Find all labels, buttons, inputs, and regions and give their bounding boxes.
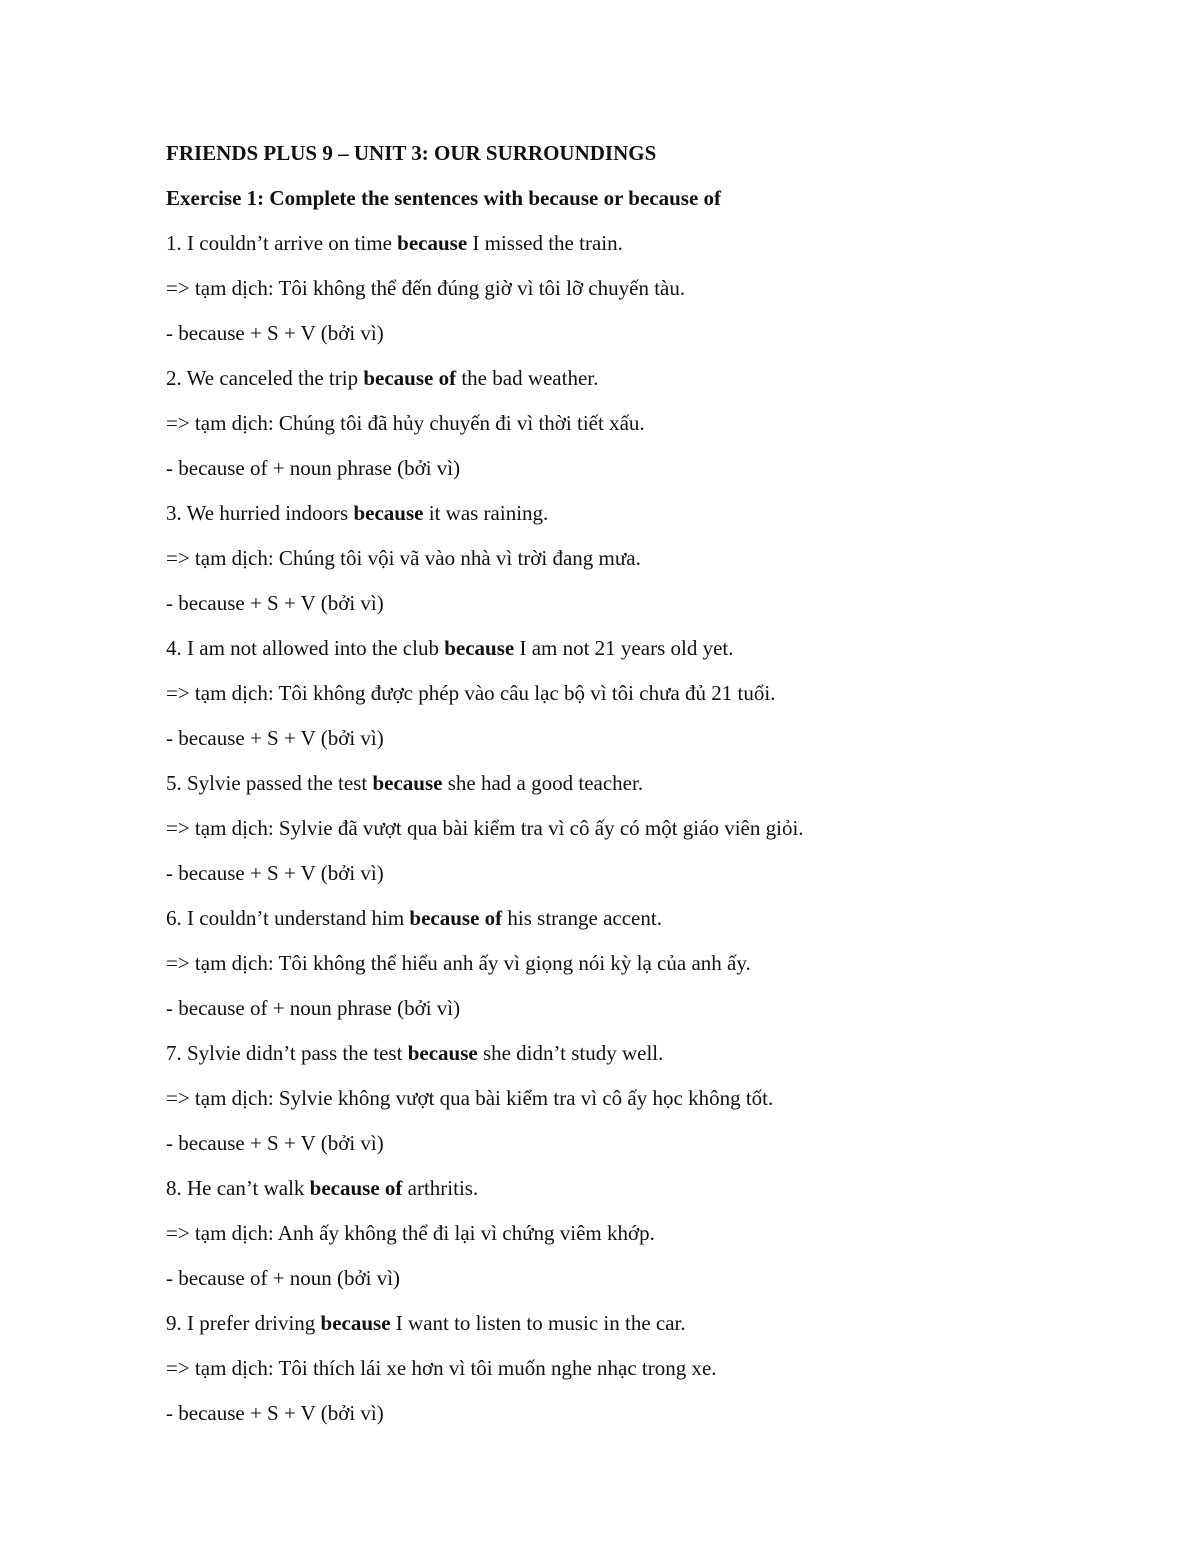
translation-2: => tạm dịch: Chúng tôi đã hủy chuyến đi vì thời tiết xấu.	[166, 411, 645, 435]
answer: because of	[409, 906, 503, 930]
sentence-text: 8. He can’t walk	[166, 1176, 310, 1200]
answer: because	[320, 1311, 391, 1335]
translation-4: => tạm dịch: Tôi không được phép vào câu lạc bộ vì tôi chưa đủ 21 tuổi.	[166, 681, 776, 705]
rule-4: - because + S + V (bởi vì)	[166, 726, 384, 750]
sentence-text: 3. We hurried indoors	[166, 501, 354, 525]
sentence-4	[166, 633, 1126, 663]
sentence-text: she had a good teacher.	[442, 771, 644, 795]
rule-3: - because + S + V (bởi vì)	[166, 591, 384, 615]
sentence-text: 5. Sylvie passed the test	[166, 771, 373, 795]
translation-9: => tạm dịch: Tôi thích lái xe hơn vì tôi muốn nghe nhạc trong xe.	[166, 1356, 717, 1380]
translation-8: => tạm dịch: Anh ấy không thể đi lại vì chứng viêm khớp.	[166, 1221, 655, 1245]
answer: because of	[309, 1176, 403, 1200]
answer: because	[372, 771, 443, 795]
sentence-text: I am not 21 years old yet.	[514, 636, 734, 660]
sentence-text: 4. I am not allowed into the club	[166, 636, 445, 660]
answer: because	[407, 1041, 478, 1065]
rule-5: - because + S + V (bởi vì)	[166, 861, 384, 885]
translation-1: => tạm dịch: Tôi không thể đến đúng giờ vì tôi lỡ chuyến tàu.	[166, 276, 686, 300]
sentence-text: 7. Sylvie didn’t pass the test	[166, 1041, 408, 1065]
translation-7: => tạm dịch: Sylvie không vượt qua bài kiểm tra vì cô ấy học không tốt.	[166, 1086, 774, 1110]
rule-9: - because + S + V (bởi vì)	[166, 1401, 384, 1425]
sentence-text: I want to listen to music in the car.	[390, 1311, 686, 1335]
sentence-7	[166, 1038, 1126, 1068]
sentence-text: I missed the train.	[467, 231, 623, 255]
sentence-text: arthritis.	[402, 1176, 479, 1200]
answer: because	[353, 501, 424, 525]
sentence-5	[166, 768, 1126, 798]
rule-1: - because + S + V (bởi vì)	[166, 321, 384, 345]
sentence-text: the bad weather.	[456, 366, 599, 390]
answer: because	[397, 231, 468, 255]
sentence-text: 1. I couldn’t arrive on time	[166, 231, 398, 255]
sentence-1	[166, 228, 1126, 258]
sentence-9	[166, 1308, 1126, 1338]
translation-3: => tạm dịch: Chúng tôi vội vã vào nhà vì trời đang mưa.	[166, 546, 641, 570]
sentence-text: 9. I prefer driving	[166, 1311, 321, 1335]
sentence-8	[166, 1173, 1126, 1203]
sentence-3	[166, 498, 1126, 528]
sentence-text: she didn’t study well.	[477, 1041, 664, 1065]
sentence-text: 6. I couldn’t understand him	[166, 906, 410, 930]
document-page	[166, 138, 1126, 1443]
sentence-6	[166, 903, 1126, 933]
rule-8: - because of + noun (bởi vì)	[166, 1266, 401, 1290]
exercise-heading: Exercise 1: Complete the sentences with because or because of	[166, 186, 722, 210]
rule-7: - because + S + V (bởi vì)	[166, 1131, 384, 1155]
answer: because	[444, 636, 515, 660]
rule-2: - because of + noun phrase (bởi vì)	[166, 456, 461, 480]
sentence-2	[166, 363, 1126, 393]
sentence-text: 2. We canceled the trip	[166, 366, 364, 390]
sentence-text: his strange accent.	[502, 906, 662, 930]
answer: because of	[363, 366, 457, 390]
translation-6: => tạm dịch: Tôi không thể hiểu anh ấy vì giọng nói kỳ lạ của anh ấy.	[166, 951, 751, 975]
translation-5: => tạm dịch: Sylvie đã vượt qua bài kiểm tra vì cô ấy có một giáo viên giỏi.	[166, 816, 804, 840]
sentence-text: it was raining.	[423, 501, 549, 525]
document-title: FRIENDS PLUS 9 – UNIT 3: OUR SURROUNDINGS	[166, 141, 657, 165]
rule-6: - because of + noun phrase (bởi vì)	[166, 996, 461, 1020]
